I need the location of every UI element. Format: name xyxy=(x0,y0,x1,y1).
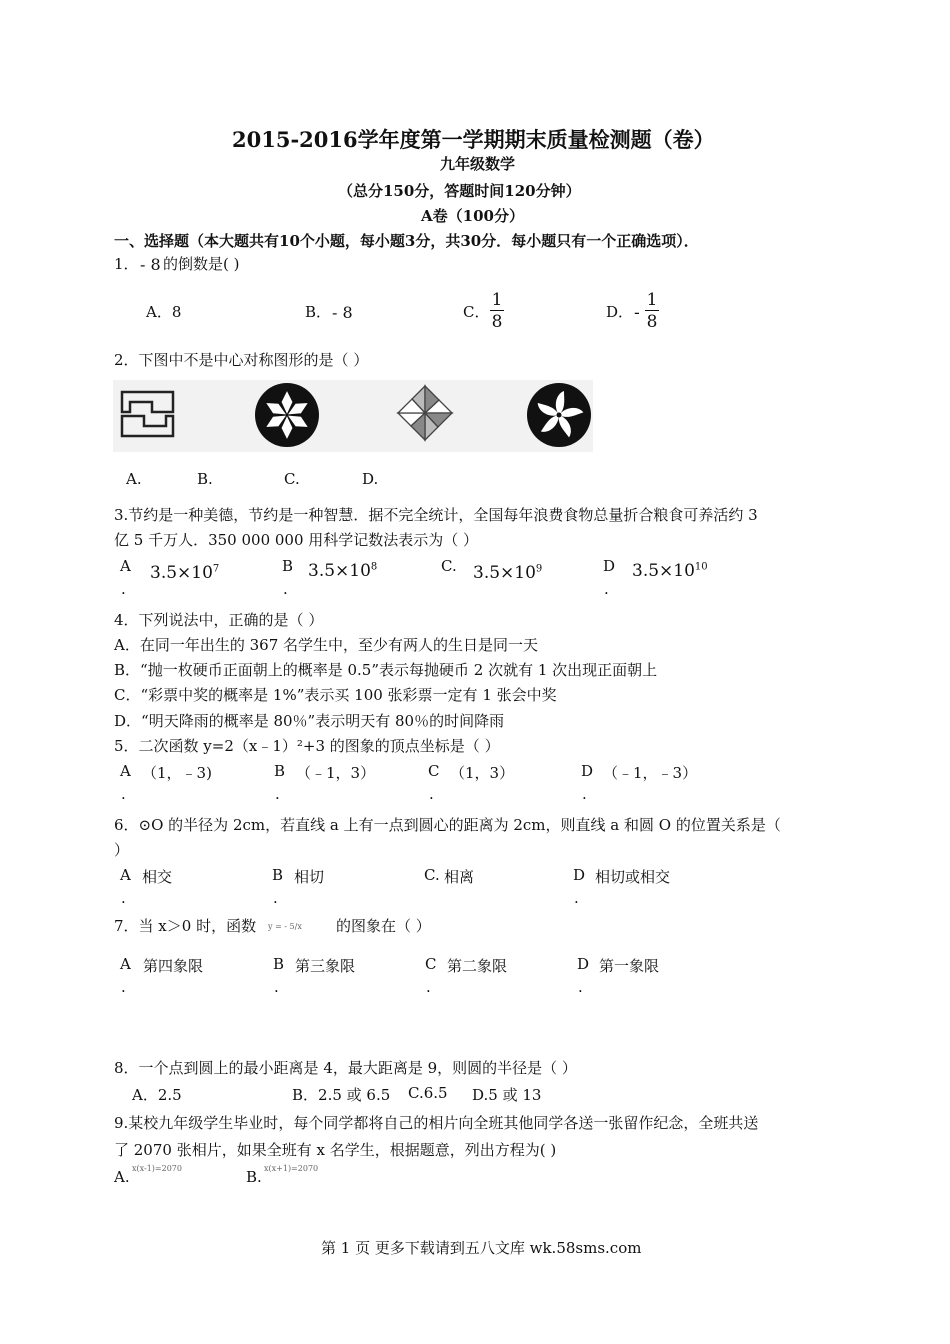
q3-option-c-value xyxy=(473,563,542,583)
sci-exponent: 10 xyxy=(694,561,708,573)
fraction-denominator: 8 xyxy=(491,312,503,332)
sci-base: 3.5×10 xyxy=(632,561,695,581)
q9-option-b-equation: x(x+1)=2070 xyxy=(264,1164,319,1173)
q7-option-b[interactable]: B xyxy=(273,955,285,973)
q4-option-a[interactable]: A．在同一年出生的 367 名学生中，至少有两人的生日是同一天 xyxy=(114,636,539,654)
q3-line-2: 亿 5 千万人．350 000 000 用科学记数法表示为（ ） xyxy=(114,531,479,549)
q1-option-c-fraction xyxy=(490,290,504,333)
q9-option-a-equation: x(x-1)=2070 xyxy=(132,1164,182,1173)
q1-expr: - 8 xyxy=(140,255,161,274)
q9-option-b[interactable]: B. xyxy=(246,1168,262,1186)
q9-option-a[interactable]: A. xyxy=(114,1168,130,1186)
q2-option-a[interactable]: A. xyxy=(126,470,142,488)
q2-option-b[interactable]: B. xyxy=(197,470,213,488)
q6-option-d[interactable]: D xyxy=(573,866,586,884)
q1-option-d-label[interactable]: D． xyxy=(606,303,634,321)
q7-option-c-dot: . xyxy=(426,978,431,996)
q6-option-c[interactable]: C. xyxy=(424,866,440,884)
q6-option-b-dot: . xyxy=(273,889,278,907)
q7-option-c-value: 第二象限 xyxy=(447,957,508,975)
fraction-denominator: 8 xyxy=(646,312,658,332)
q5-option-b-value: （﹣1，3） xyxy=(296,764,376,782)
q6-line-2: ） xyxy=(114,841,130,859)
q2-option-d[interactable]: D. xyxy=(362,470,379,488)
q7-option-b-dot: . xyxy=(274,978,279,996)
q8-text: 8．一个点到圆上的最小距离是 4，最大距离是 9，则圆的半径是（ ） xyxy=(114,1059,577,1077)
q6-option-d-value: 相切或相交 xyxy=(595,868,671,886)
q3-option-a-dot: . xyxy=(121,580,126,598)
q3-option-b-value xyxy=(308,561,377,581)
q6-option-b[interactable]: B xyxy=(272,866,284,884)
q5-option-b-dot: . xyxy=(275,785,280,803)
q8-option-a[interactable]: A．2.5 xyxy=(132,1086,182,1104)
q3-option-c[interactable]: C. xyxy=(441,557,457,575)
q4-option-c[interactable]: C．“彩票中奖的概率是 1%”表示买 100 张彩票一定有 1 张会中奖 xyxy=(114,686,557,704)
q3-option-b[interactable]: B xyxy=(282,557,294,575)
figure-c-pinwheel xyxy=(394,382,456,444)
q6-option-a-dot: . xyxy=(121,889,126,907)
q5-option-c-value: （1，3） xyxy=(450,764,515,782)
q4-option-d[interactable]: D．“明天降雨的概率是 80％”表示明天有 80％的时间降雨 xyxy=(114,712,505,730)
q5-text: 5．二次函数 y=2（x﹣1）²+3 的图象的顶点坐标是（ ） xyxy=(114,737,500,755)
q7-option-c[interactable]: C xyxy=(425,955,437,973)
q3-line-1: 3.节约是一种美德，节约是一种智慧．据不完全统计，全国每年浪费食物总量折合粮食可养活约 3 xyxy=(114,506,758,524)
q7-option-d-dot: . xyxy=(578,978,583,996)
q1-option-b-value: - 8 xyxy=(332,303,353,322)
q6-option-a[interactable]: A xyxy=(120,866,131,884)
q1-option-d-sign: - xyxy=(634,303,640,323)
q8-option-c[interactable]: C.6.5 xyxy=(408,1084,448,1102)
page-footer: 第 1 页 更多下载请到五八文库 wk.58sms.com xyxy=(321,1239,642,1257)
q1-option-a[interactable]: A．8 xyxy=(146,303,182,321)
fraction-numerator: 1 xyxy=(646,290,658,310)
q5-option-c-dot: . xyxy=(429,785,434,803)
figure-d-flower xyxy=(526,382,592,448)
q7-option-d-value: 第一象限 xyxy=(599,957,660,975)
q5-option-a[interactable]: A xyxy=(120,762,131,780)
q8-option-d[interactable]: D.5 或 13 xyxy=(472,1086,542,1104)
sci-base: 3.5×10 xyxy=(308,561,371,581)
q5-option-d-value: （﹣1，﹣3） xyxy=(603,764,698,782)
q3-option-d-dot: . xyxy=(604,580,609,598)
q7-option-a-dot: . xyxy=(121,978,126,996)
q1-option-b-label[interactable]: B． xyxy=(305,303,332,321)
q6-option-c-value: 相离 xyxy=(444,868,475,886)
sci-exponent: 7 xyxy=(212,563,220,575)
sci-exponent: 8 xyxy=(370,561,378,573)
q5-option-b[interactable]: B xyxy=(274,762,286,780)
q2-text: 2．下图中不是中心对称图形的是（ ） xyxy=(114,351,369,369)
q1-text: 的倒数是( ) xyxy=(163,255,240,273)
q5-option-a-value: （1，﹣3) xyxy=(142,764,212,782)
q7-text-b: 的图象在（ ） xyxy=(336,917,431,935)
figure-b-star-circle xyxy=(254,382,320,448)
q6-line-1: 6．⊙O 的半径为 2cm，若直线 a 上有一点到圆心的距离为 2cm，则直线 a 和圆 O 的位置关系是（ xyxy=(114,816,781,834)
q6-option-d-dot: . xyxy=(574,889,579,907)
q7-option-a[interactable]: A xyxy=(120,955,131,973)
figure-a-rectangles xyxy=(118,388,178,440)
sci-exponent: 9 xyxy=(535,563,543,575)
q2-option-c[interactable]: C. xyxy=(284,470,300,488)
q9-line-1: 9.某校九年级学生毕业时，每个同学都将自己的相片向全班其他同学各送一张留作纪念，全班共送 xyxy=(114,1114,759,1132)
q7-text-a: 7．当 x＞0 时，函数 xyxy=(114,917,257,935)
q5-option-c[interactable]: C xyxy=(428,762,440,780)
q8-option-b[interactable]: B．2.5 或 6.5 xyxy=(292,1086,391,1104)
q6-option-a-value: 相交 xyxy=(142,868,173,886)
q9-line-2: 了 2070 张相片，如果全班有 x 名学生，根据题意，列出方程为( ) xyxy=(114,1141,557,1159)
q5-option-d[interactable]: D xyxy=(581,762,594,780)
q3-option-b-dot: . xyxy=(283,580,288,598)
figure-background xyxy=(113,380,593,452)
subject-title: 九年级数学 xyxy=(440,155,516,173)
exam-info: （总分150分，答题时间120分钟） xyxy=(338,182,581,200)
fraction-numerator: 1 xyxy=(491,290,503,310)
q3-option-a[interactable]: A xyxy=(120,557,131,575)
q3-option-a-value xyxy=(150,563,219,583)
q7-option-b-value: 第三象限 xyxy=(295,957,356,975)
sci-base: 3.5×10 xyxy=(150,563,213,583)
q6-option-b-value: 相切 xyxy=(294,868,325,886)
q3-option-d-value xyxy=(632,561,708,581)
q1-option-d-fraction xyxy=(645,290,659,333)
q1-option-c-label[interactable]: C． xyxy=(463,303,490,321)
section-a-title: A卷（100分） xyxy=(421,207,524,225)
q7-option-a-value: 第四象限 xyxy=(143,957,204,975)
sci-base: 3.5×10 xyxy=(473,563,536,583)
q5-option-d-dot: . xyxy=(582,785,587,803)
q4-option-b[interactable]: B．“抛一枚硬币正面朝上的概率是 0.5”表示每抛硬币 2 次就有 1 次出现正面朝上 xyxy=(114,661,658,679)
q7-formula: y = - 5/x xyxy=(268,922,302,931)
q5-option-a-dot: . xyxy=(121,785,126,803)
q7-option-d[interactable]: D xyxy=(577,955,590,973)
q3-option-d[interactable]: D xyxy=(603,557,616,575)
part1-heading: 一、选择题（本大题共有10个小题，每小题3分，共30分．每小题只有一个正确选项）． xyxy=(114,232,699,250)
q4-text: 4．下列说法中，正确的是（ ） xyxy=(114,611,324,629)
page-title: 2015-2016学年度第一学期期末质量检测题（卷） xyxy=(232,127,715,152)
q1-prefix: 1． xyxy=(114,255,139,273)
